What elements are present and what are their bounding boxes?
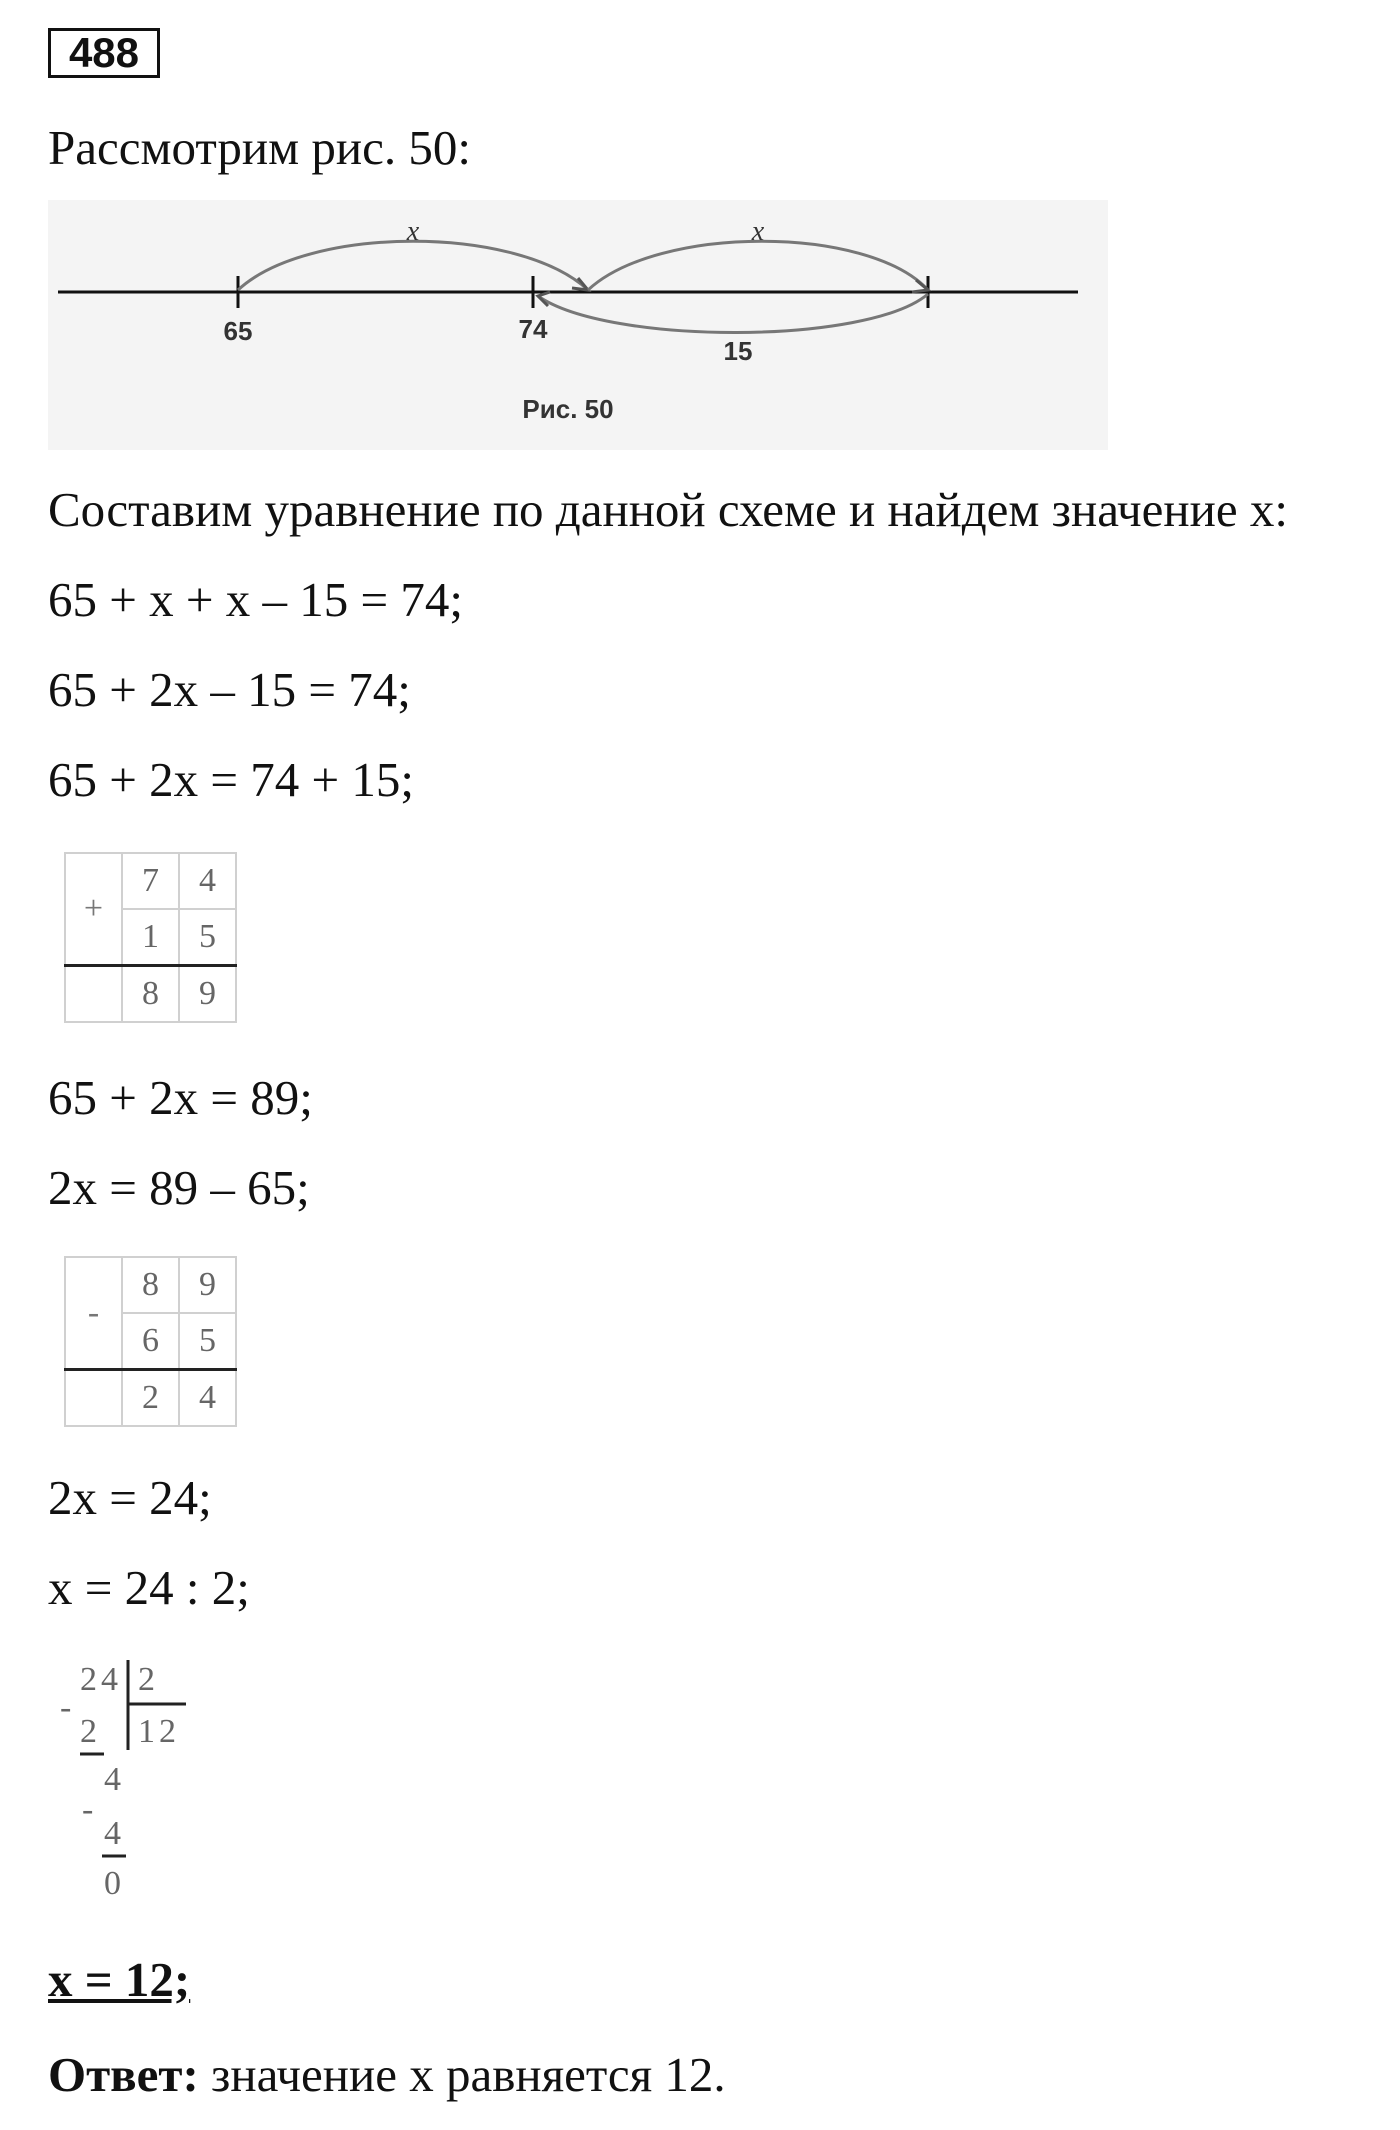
arc-label-x2: x bbox=[751, 216, 765, 247]
division-sub-1: 2 bbox=[80, 1713, 97, 1750]
intro-text: Рассмотрим рис. 50: bbox=[48, 120, 471, 175]
division-remainder-1: 4 bbox=[104, 1761, 121, 1798]
answer-text: значение х равняется 12. bbox=[198, 2047, 726, 2102]
step-2: 65 + 2х – 15 = 74; bbox=[48, 662, 411, 717]
subtraction-empty-cell bbox=[65, 1370, 122, 1427]
addition-cell: 7 bbox=[122, 853, 179, 909]
subtraction-result-cell: 2 bbox=[122, 1370, 179, 1427]
addition-grid bbox=[64, 852, 237, 1023]
subtraction-cell: 5 bbox=[179, 1313, 236, 1370]
division-quotient: 12 bbox=[138, 1713, 180, 1750]
step-5: 2х = 89 – 65; bbox=[48, 1160, 310, 1215]
number-line-figure bbox=[48, 200, 1108, 450]
subtraction-sign: - bbox=[65, 1257, 122, 1370]
division-divisor: 2 bbox=[138, 1661, 155, 1698]
make-equation-text: Составим уравнение по данной схеме и найдем значение х: bbox=[48, 482, 1288, 537]
subtraction-cell: 9 bbox=[179, 1257, 236, 1313]
subtraction-grid bbox=[64, 1256, 237, 1427]
step-3: 65 + 2х = 74 + 15; bbox=[48, 752, 415, 807]
addition-cell: 1 bbox=[122, 909, 179, 966]
problem-number: 488 bbox=[48, 28, 160, 78]
answer-label: Ответ: bbox=[48, 2047, 199, 2102]
point-label-65: 65 bbox=[223, 316, 253, 346]
answer-line bbox=[48, 2045, 726, 2105]
addition-cell: 4 bbox=[179, 853, 236, 909]
addition-result-cell: 9 bbox=[179, 966, 236, 1023]
step-7: х = 24 : 2; bbox=[48, 1560, 250, 1615]
division-dividend: 24 bbox=[80, 1661, 122, 1698]
result-line: х = 12; bbox=[48, 1952, 191, 2007]
back-arc-label-15: 15 bbox=[723, 336, 753, 366]
arc-label-x1: x bbox=[406, 216, 420, 247]
division-remainder-2: 0 bbox=[104, 1865, 121, 1902]
division-minus-2: - bbox=[82, 1791, 94, 1828]
addition-empty-cell bbox=[65, 966, 122, 1023]
subtraction-cell: 8 bbox=[122, 1257, 179, 1313]
subtraction-result-cell: 4 bbox=[179, 1370, 236, 1427]
long-division bbox=[60, 1660, 220, 1910]
point-label-74: 74 bbox=[518, 314, 548, 344]
figure-caption: Рис. 50 bbox=[522, 394, 614, 424]
step-1: 65 + х + х – 15 = 74; bbox=[48, 572, 464, 627]
step-6: 2х = 24; bbox=[48, 1470, 212, 1525]
addition-result-cell: 8 bbox=[122, 966, 179, 1023]
subtraction-cell: 6 bbox=[122, 1313, 179, 1370]
addition-cell: 5 bbox=[179, 909, 236, 966]
addition-sign: + bbox=[65, 853, 122, 966]
division-minus-1: - bbox=[60, 1689, 72, 1726]
step-4: 65 + 2х = 89; bbox=[48, 1070, 313, 1125]
division-sub-2: 4 bbox=[104, 1815, 121, 1852]
